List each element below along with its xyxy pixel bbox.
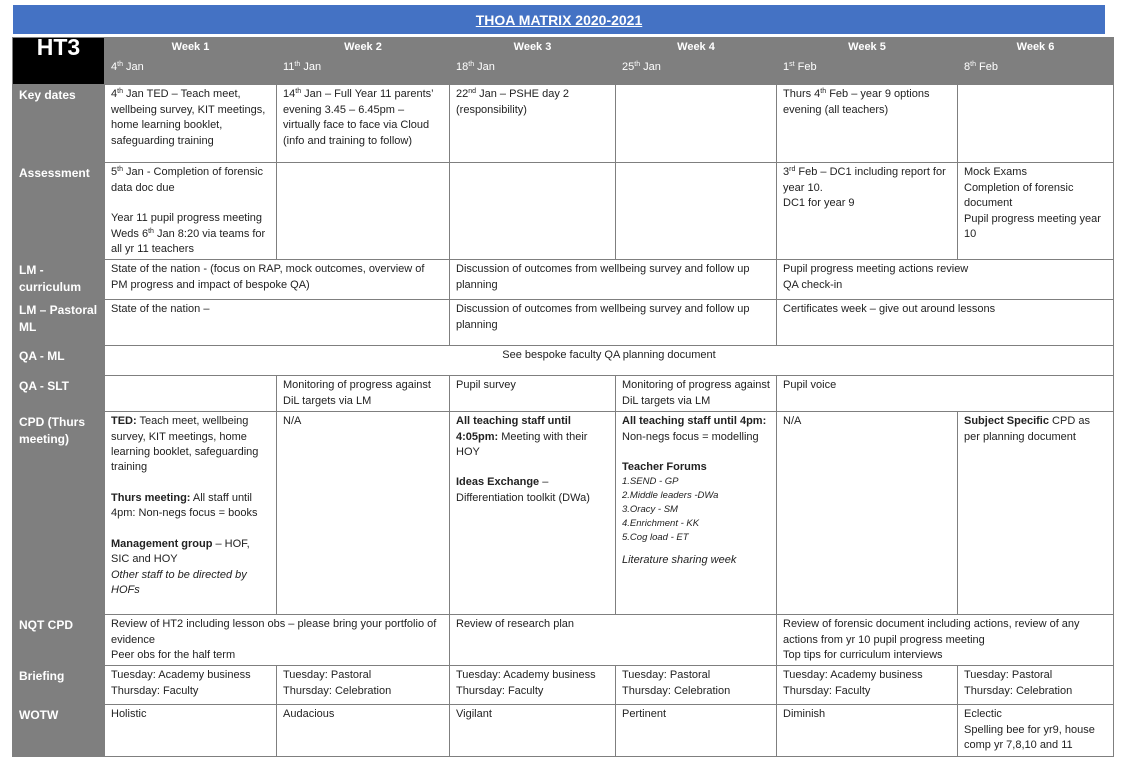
week-6-header: Week 6 [958,38,1114,58]
nqt-cpd-weeks-5-6: Review of forensic document including actions, review of any actions from yr 10 pupil progress meeting Top tips for curriculum interviews [777,615,1114,666]
assessment-week-2 [277,163,450,260]
nqt-cpd-row [13,615,1114,666]
lm-pastoral-weeks-5-6: Certificates week – give out around lessons [777,300,1114,346]
cpd-week-1: TED: Teach meet, wellbeing survey, KIT meetings, home learning booklet, safeguarding training Thurs meeting: All staff until 4pm: Non-negs focus = books Management group – HOF, SIC and HOY Other staff to be directed by HOFs [105,412,277,615]
week-header-row [13,38,1114,58]
week-3-header: Week 3 [450,38,616,58]
cpd-week-6: Subject Specific CPD as per planning document [958,412,1114,615]
briefing-week-3: Tuesday: Academy business Thursday: Faculty [450,666,616,705]
week-1-header: Week 1 [105,38,277,58]
week-2-header: Week 2 [277,38,450,58]
qa-slt-week-2: Monitoring of progress against DiL targets via LM [277,376,450,412]
page-title: THOA MATRIX 2020-2021 [475,11,643,28]
week-4-date: 25th Jan [616,58,777,85]
forum-item: 2.Middle leaders -DWa [622,490,719,502]
assessment-week-5: 3rd Feb – DC1 including report for year 10. DC1 for year 9 [777,163,958,260]
term-label: HT3 [13,38,105,85]
assessment-label: Assessment [13,163,105,260]
wotw-week-3: Vigilant [450,705,616,756]
wotw-row [13,705,1114,756]
week-2-date: 11th Jan [277,58,450,85]
week-1-date: 4th Jan [105,58,277,85]
lm-pastoral-weeks-3-4: Discussion of outcomes from wellbeing survey and follow up planning [450,300,777,346]
qa-slt-row [13,376,1114,412]
cpd-week-3: All teaching staff until 4:05pm: Meeting with their HOY Ideas Exchange – Differentiation toolkit (DWa) [450,412,616,615]
wotw-label: WOTW [13,705,105,756]
nqt-cpd-label: NQT CPD [13,615,105,666]
cpd-week-4: All teaching staff until 4pm: Non-negs focus = modelling Teacher Forums 1.SEND - GP 2.Middle leaders -DWa 3.Oracy - SM 4.Enrichment - KK 5.Cog load - ET Literature sharing week [616,412,777,615]
key-dates-row [13,85,1114,163]
key-dates-week-4 [616,85,777,163]
lm-pastoral-label: LM – Pastoral ML [13,300,105,346]
cpd-week-5: N/A [777,412,958,615]
nqt-cpd-weeks-1-2: Review of HT2 including lesson obs – please bring your portfolio of evidence Peer obs for the half term [105,615,450,666]
lm-curriculum-label: LM - curriculum [13,260,105,300]
wotw-week-6: Eclectic Spelling bee for yr9, house comp yr 7,8,10 and 11 [958,705,1114,756]
assessment-week-3 [450,163,616,260]
briefing-label: Briefing [13,666,105,705]
wotw-week-5: Diminish [777,705,958,756]
briefing-week-5: Tuesday: Academy business Thursday: Faculty [777,666,958,705]
wotw-week-4: Pertinent [616,705,777,756]
week-4-header: Week 4 [616,38,777,58]
key-dates-week-5: Thurs 4th Feb – year 9 options evening (all teachers) [777,85,958,163]
cpd-week-2: N/A [277,412,450,615]
briefing-week-2: Tuesday: Pastoral Thursday: Celebration [277,666,450,705]
qa-slt-week-1 [105,376,277,412]
briefing-row [13,666,1114,705]
lm-pastoral-weeks-1-2: State of the nation – [105,300,450,346]
week-5-date: 1st Feb [777,58,958,85]
matrix-table [12,34,1114,757]
week-date-row [13,58,1114,85]
week-5-header: Week 5 [777,38,958,58]
qa-slt-week-3: Pupil survey [450,376,616,412]
lm-pastoral-row [13,300,1114,346]
key-dates-week-3: 22nd Jan – PSHE day 2 (responsibility) [450,85,616,163]
forum-item: 4.Enrichment - KK [622,518,700,530]
qa-ml-all-weeks: See bespoke faculty QA planning document [105,346,1114,376]
week-6-date: 8th Feb [958,58,1114,85]
forum-item: 5.Cog load - ET [622,532,689,544]
lm-curriculum-row [13,260,1114,300]
week-3-date: 18th Jan [450,58,616,85]
lm-curriculum-weeks-1-2: State of the nation - (focus on RAP, mock outcomes, overview of PM progress and impact of bespoke QA) [105,260,450,300]
key-dates-week-2: 14th Jan – Full Year 11 parents’ evening 3.45 – 6.45pm – virtually face to face via Cloud (info and training to follow) [277,85,450,163]
nqt-cpd-weeks-3-4: Review of research plan [450,615,777,666]
key-dates-week-1: 4th Jan TED – Teach meet, wellbeing survey, KIT meetings, home learning booklet, safeguarding training [105,85,277,163]
forum-item: 1.SEND - GP [622,476,679,488]
assessment-row [13,163,1114,260]
wotw-week-2: Audacious [277,705,450,756]
wotw-week-1: Holistic [105,705,277,756]
assessment-week-4 [616,163,777,260]
key-dates-label: Key dates [13,85,105,163]
title-bar [13,5,1105,34]
lm-curriculum-weeks-3-4: Discussion of outcomes from wellbeing survey and follow up planning [450,260,777,300]
forum-item: 3.Oracy - SM [622,504,678,516]
qa-slt-label: QA - SLT [13,376,105,412]
lm-curriculum-weeks-5-6: Pupil progress meeting actions review QA check-in [777,260,1114,300]
briefing-week-1: Tuesday: Academy business Thursday: Faculty [105,666,277,705]
assessment-week-6: Mock Exams Completion of forensic document Pupil progress meeting year 10 [958,163,1114,260]
cpd-row [13,412,1114,615]
briefing-week-4: Tuesday: Pastoral Thursday: Celebration [616,666,777,705]
qa-slt-weeks-5-6: Pupil voice [777,376,1114,412]
assessment-week-1: 5th Jan - Completion of forensic data doc due Year 11 pupil progress meeting Weds 6th Jan 8:20 via teams for all yr 11 teachers [105,163,277,260]
qa-ml-label: QA - ML [13,346,105,376]
cpd-label: CPD (Thurs meeting) [13,412,105,615]
qa-ml-row [13,346,1114,376]
briefing-week-6: Tuesday: Pastoral Thursday: Celebration [958,666,1114,705]
key-dates-week-6 [958,85,1114,163]
qa-slt-week-4: Monitoring of progress against DiL targets via LM [616,376,777,412]
